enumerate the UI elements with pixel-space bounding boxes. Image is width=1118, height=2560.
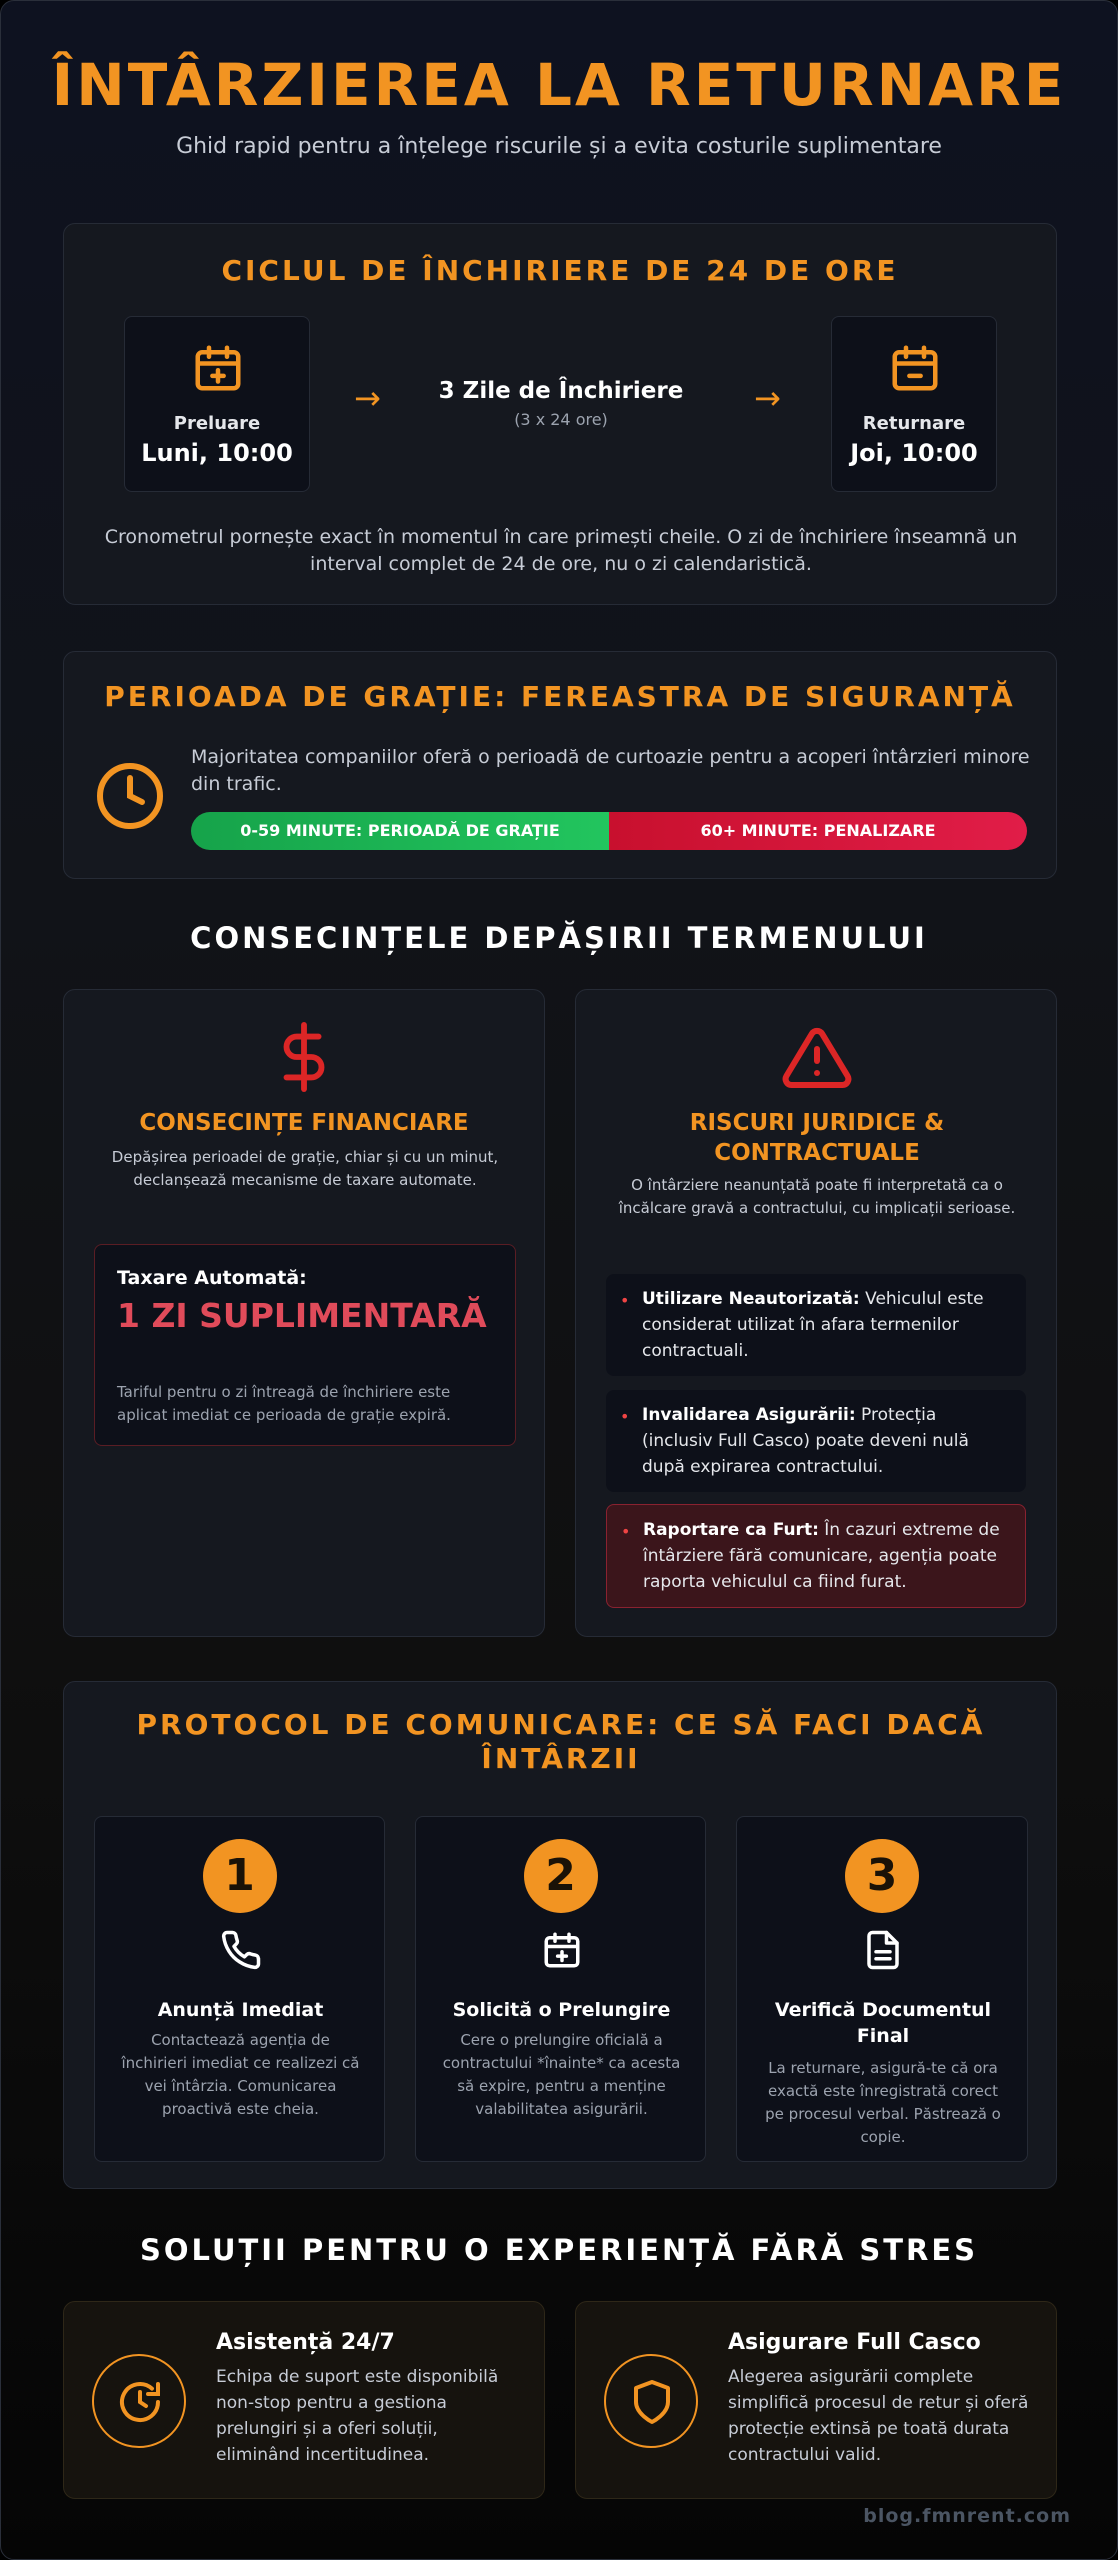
- grace-bar: [191, 812, 1027, 850]
- grace-green-label: 0-59 MINUTE: PERIOADĂ DE GRAȚIE: [240, 821, 560, 840]
- return-label: Returnare: [862, 413, 966, 434]
- legal-item-critical: [606, 1504, 1026, 1608]
- solution-card: [575, 2301, 1057, 2499]
- step-title: Verifică Documentul Final: [774, 1999, 992, 2047]
- protocol-title: PROTOCOL DE COMUNICARE: CE SĂ FACI DACĂ ÎNTÂRZII: [136, 1708, 986, 1775]
- solution-text: Echipa de suport este disponibilă non-stop pentru a gestiona prelungiri și a oferi soluții, eliminând incertitudinea.: [216, 2367, 499, 2465]
- grace-period-title: PERIOADA DE GRAȚIE: FEREASTRA DE SIGURANȚĂ: [104, 680, 1016, 713]
- clock-icon: [94, 760, 166, 832]
- auto-charge-value: 1 ZI SUPLIMENTARĂ: [117, 1296, 487, 1335]
- financial-title: CONSECINȚE FINANCIARE: [139, 1110, 469, 1136]
- bullet-dot: •: [621, 1522, 631, 1541]
- protocol-step: [415, 1816, 706, 2162]
- legal-item: [606, 1390, 1026, 1492]
- rental-duration: 3 Zile de Închiriere: [438, 378, 684, 404]
- calendar-minus-icon: [888, 341, 942, 395]
- pickup-label: Preluare: [173, 413, 261, 434]
- step-title: Solicită o Prelungire: [452, 1999, 671, 2021]
- protocol-card: [63, 1681, 1057, 2189]
- financial-card: [63, 989, 545, 1637]
- legal-item-bold: Invalidarea Asigurării:: [642, 1405, 856, 1425]
- financial-desc: Depășirea perioadei de grație, chiar și cu un minut, declanșează mecanisme de taxare automate.: [111, 1148, 499, 1189]
- legal-item-text: În cazuri extreme de întârziere fără comunicare, agenția poate raporta vehiculul ca fiind furat.: [643, 1520, 1000, 1592]
- step-number: 3: [845, 1839, 919, 1913]
- grace-red-label: 60+ MINUTE: PENALIZARE: [700, 821, 936, 840]
- return-time: Joi, 10:00: [850, 439, 978, 467]
- solution-card: [63, 2301, 545, 2499]
- solution-text: Alegerea asigurării complete simplifică procesul de retur și oferă protecție extinsă pe toată durata contractului valid.: [728, 2367, 1029, 2465]
- pickup-box: [124, 316, 310, 492]
- pickup-time: Luni, 10:00: [141, 439, 293, 467]
- page-title: ÎNTÂRZIEREA LA RETURNARE: [51, 51, 1067, 119]
- return-box: [831, 316, 997, 492]
- legal-item-bold: Utilizare Neautorizată:: [642, 1289, 860, 1309]
- clock-history-icon: [92, 2354, 186, 2448]
- step-text: Cere o prelungire oficială a contractului *înainte* ca acesta să expire, pentru a menține valabilitatea asigurării.: [442, 2031, 681, 2118]
- legal-item: [606, 1274, 1026, 1376]
- solutions-heading: SOLUȚII PENTRU O EXPERIENȚĂ FĂRĂ STRES: [139, 2233, 979, 2267]
- legal-title: RISCURI JURIDICE & CONTRACTUALE: [689, 1110, 945, 1166]
- footer-site[interactable]: blog.fmnrent.com: [863, 2505, 1071, 2527]
- dollar-icon: [269, 1022, 339, 1092]
- consequences-heading: CONSECINȚELE DEPĂȘIRII TERMENULUI: [190, 921, 928, 955]
- legal-item-text: Vehiculul este considerat utilizat în afara termenilor contractuali.: [642, 1289, 984, 1361]
- solution-title: Asistență 24/7: [216, 2330, 395, 2355]
- auto-charge-box: [94, 1244, 516, 1446]
- phone-icon: [220, 1929, 262, 1971]
- rental-cycle-title: CICLUL DE ÎNCHIRIERE DE 24 DE ORE: [221, 254, 899, 287]
- cycle-note: Cronometrul pornește exact în momentul în care primești cheile. O zi de închiriere înseamnă un interval complet de 24 de ore, nu o zi calendaristică.: [104, 526, 1018, 575]
- step-text: La returnare, asigură-te că ora exactă este înregistrată corect pe procesul verbal. Păstrează o copie.: [765, 2059, 1001, 2146]
- page-subtitle: Ghid rapid pentru a înțelege riscurile și a evita costurile suplimentare: [176, 134, 942, 159]
- arrow-left: →: [354, 379, 381, 417]
- calendar-plus-icon: [191, 341, 245, 395]
- legal-desc: O întârziere neanunțată poate fi interpretată ca o încălcare gravă a contractului, cu implicații serioase.: [618, 1176, 1016, 1217]
- protocol-step: [94, 1816, 385, 2162]
- grace-bar-red: [609, 812, 1027, 850]
- legal-item-text: Protecția (inclusiv Full Casco) poate deveni nulă după expirarea contractului.: [642, 1405, 969, 1477]
- bullet-dot: •: [620, 1291, 630, 1310]
- grace-period-card: [63, 651, 1057, 879]
- calendar-add-icon: [541, 1929, 583, 1971]
- step-text: Contactează agenția de închirieri imediat ce realizezi că vei întârzia. Comunicarea proactivă este cheia.: [121, 2031, 360, 2118]
- warning-icon: [781, 1022, 853, 1094]
- legal-item-bold: Raportare ca Furt:: [643, 1520, 819, 1540]
- auto-charge-note: Tariful pentru o zi întreagă de închiriere este aplicat imediat ce perioada de grație expiră.: [117, 1383, 451, 1424]
- step-number: 1: [203, 1839, 277, 1913]
- legal-card: [575, 989, 1057, 1637]
- step-title: Anunță Imediat: [157, 1999, 324, 2021]
- arrow-right: →: [754, 379, 781, 417]
- bullet-dot: •: [620, 1407, 630, 1426]
- auto-charge-label: Taxare Automată:: [117, 1267, 307, 1289]
- rental-cycle-card: [63, 223, 1057, 605]
- grace-bar-green: [191, 812, 609, 850]
- shield-icon: [604, 2354, 698, 2448]
- solution-title: Asigurare Full Casco: [728, 2330, 981, 2355]
- protocol-step: [736, 1816, 1028, 2162]
- step-number: 2: [524, 1839, 598, 1913]
- document-icon: [862, 1929, 904, 1971]
- grace-period-text: Majoritatea companiilor oferă o perioadă de curtoazie pentru a acoperi întârzieri minore din trafic.: [191, 746, 1030, 795]
- rental-duration-sub: (3 x 24 ore): [514, 410, 608, 429]
